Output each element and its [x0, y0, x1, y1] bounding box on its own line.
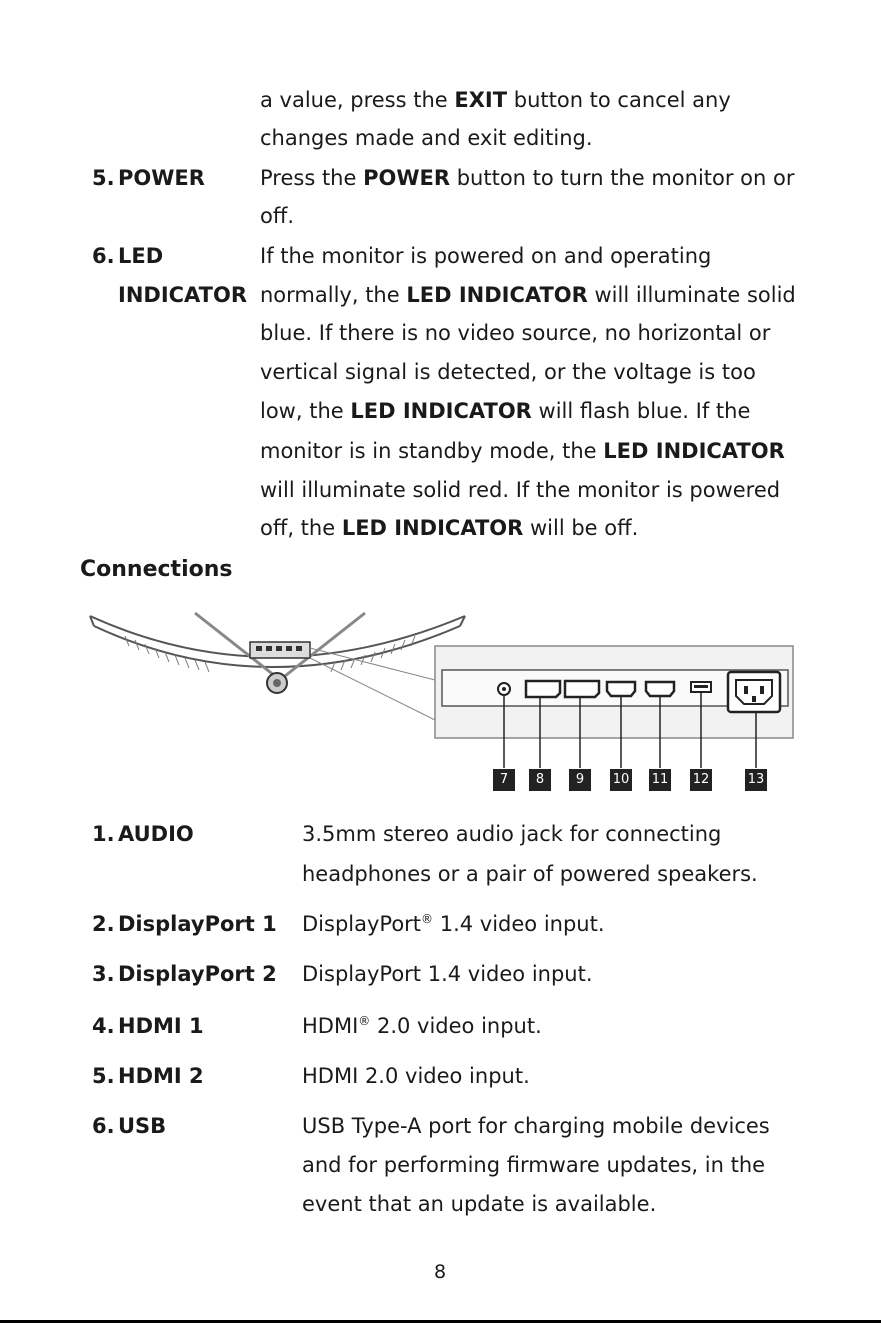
callout-12: 12: [690, 769, 712, 791]
callout-8: 8: [529, 769, 551, 791]
led-desc-line-1: If the monitor is powered on and operating: [260, 244, 712, 268]
desc-text: low, the: [260, 399, 351, 423]
hdmi-port-icon: [646, 682, 674, 696]
conn-label-usb: USB: [118, 1114, 167, 1138]
connections-heading: Connections: [80, 557, 233, 582]
callout-9: 9: [569, 769, 591, 791]
led-keyword: LED INDICATOR: [350, 399, 532, 423]
desc-text: will illuminate solid: [587, 283, 796, 307]
led-desc-line-8: [260, 514, 638, 542]
registered-mark: ®: [421, 912, 434, 926]
desc-text: normally, the: [260, 283, 407, 307]
desc-text: 1.4 video input.: [433, 912, 605, 936]
conn-desc-displayport-2: DisplayPort 1.4 video input.: [302, 962, 593, 986]
conn-label-hdmi-1: HDMI 1: [118, 1014, 204, 1038]
intro-line-2: changes made and exit editing.: [260, 126, 593, 150]
led-keyword: LED INDICATOR: [341, 516, 524, 540]
exit-keyword: EXIT: [454, 88, 508, 112]
conn-label-displayport-1: DisplayPort 1: [118, 912, 277, 936]
led-item-label-2: INDICATOR: [118, 283, 248, 307]
desc-text: button to turn the monitor on or: [450, 166, 795, 190]
led-keyword: LED INDICATOR: [603, 439, 785, 463]
conn-label-hdmi-2: HDMI 2: [118, 1064, 204, 1088]
power-item-number: 5.: [92, 166, 115, 190]
callout-10: 10: [610, 769, 632, 791]
conn-desc-usb-2: and for performing firmware updates, in the: [302, 1153, 766, 1177]
displayport-icon: [526, 681, 560, 697]
conn-desc-hdmi-1: [302, 1012, 542, 1040]
conn-desc-displayport-1: [302, 910, 605, 938]
desc-text: will be off.: [523, 516, 639, 540]
desc-text: DisplayPort: [302, 912, 422, 936]
led-keyword: LED INDICATOR: [406, 283, 588, 307]
intro-text: a value, press the: [260, 88, 455, 112]
led-item-number: 6.: [92, 244, 115, 268]
conn-number: 2.: [92, 912, 115, 936]
conn-number: 1.: [92, 822, 115, 846]
desc-text: off, the: [260, 516, 342, 540]
power-desc-line-2: off.: [260, 204, 294, 228]
led-desc-line-7: will illuminate solid red. If the monitor is powered: [260, 478, 781, 502]
conn-number: 4.: [92, 1014, 115, 1038]
power-desc-line-1: [260, 164, 795, 192]
led-desc-line-4: vertical signal is detected, or the voltage is too: [260, 360, 756, 384]
desc-text: monitor is in standby mode, the: [260, 439, 604, 463]
led-desc-line-2: [260, 281, 796, 309]
conn-desc-audio-1: 3.5mm stereo audio jack for connecting: [302, 822, 722, 846]
led-desc-line-6: [260, 437, 785, 465]
desc-text: 2.0 video input.: [370, 1014, 542, 1038]
intro-line-1: [260, 86, 731, 114]
conn-number: 5.: [92, 1064, 115, 1088]
led-item-label-1: LED: [118, 244, 164, 268]
desc-text: Press the: [260, 166, 364, 190]
callout-13: 13: [745, 769, 767, 791]
led-desc-line-5: [260, 397, 750, 425]
conn-label-audio: AUDIO: [118, 822, 194, 846]
desc-text: HDMI: [302, 1014, 359, 1038]
power-keyword: POWER: [363, 166, 451, 190]
displayport-icon: [565, 681, 599, 697]
conn-number: 6.: [92, 1114, 115, 1138]
conn-desc-usb-1: USB Type-A port for charging mobile devices: [302, 1114, 770, 1138]
callout-11: 11: [649, 769, 671, 791]
hdmi-port-icon: [607, 682, 635, 696]
conn-number: 3.: [92, 962, 115, 986]
callout-7: 7: [493, 769, 515, 791]
intro-text: button to cancel any: [507, 88, 731, 112]
conn-label-displayport-2: DisplayPort 2: [118, 962, 277, 986]
conn-desc-audio-2: headphones or a pair of powered speakers.: [302, 862, 758, 886]
conn-desc-hdmi-2: HDMI 2.0 video input.: [302, 1064, 530, 1088]
led-desc-line-3: blue. If there is no video source, no horizontal or: [260, 321, 771, 345]
desc-text: will flash blue. If the: [531, 399, 751, 423]
power-item-label: POWER: [118, 166, 205, 190]
page-number: 8: [434, 1261, 447, 1283]
registered-mark: ®: [358, 1014, 371, 1028]
conn-desc-usb-3: event that an update is available.: [302, 1192, 657, 1216]
